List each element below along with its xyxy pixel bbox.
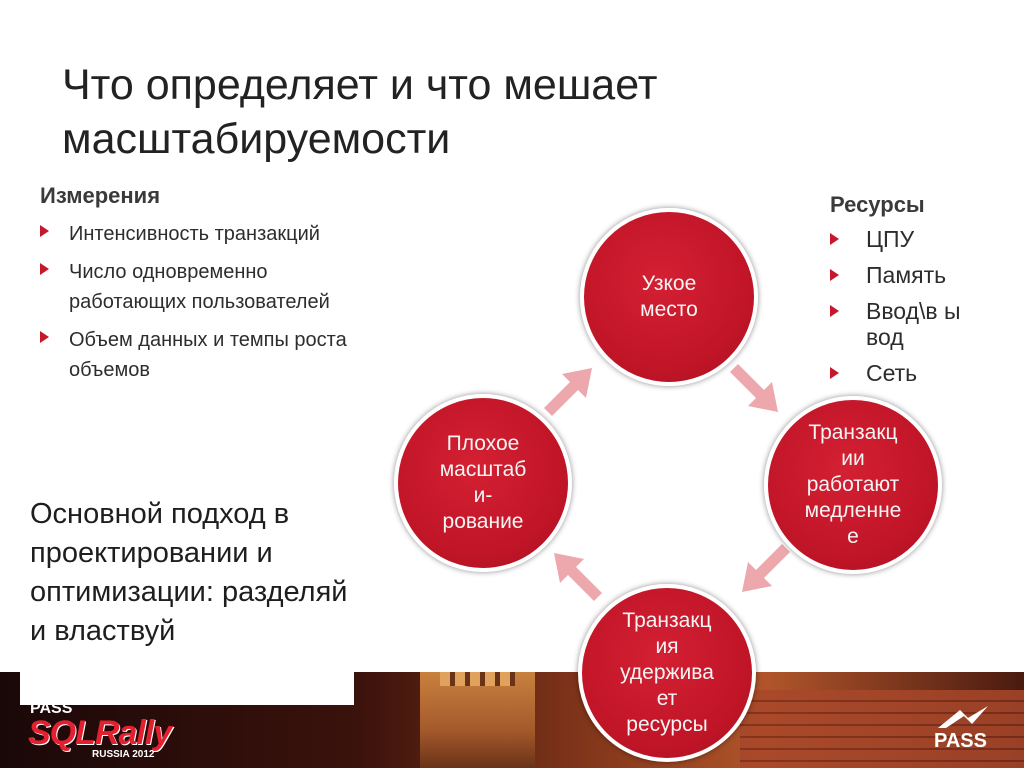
bullet-triangle-icon: [40, 225, 49, 237]
list-item: Интенсивность транзакций: [40, 219, 350, 249]
pass-mark-icon: [938, 706, 988, 728]
resources-heading: Ресурсы: [830, 192, 925, 217]
sqlrally-logo: SQLRally: [28, 714, 172, 752]
arrow-bottom-to-left-icon: [546, 545, 606, 605]
list-item: Память: [830, 262, 1010, 288]
arrow-top-to-right-icon: [726, 360, 786, 420]
approach-box: [20, 495, 354, 705]
arrow-right-to-bottom-icon: [734, 540, 794, 600]
kremlin-tower-image: [420, 672, 535, 768]
cycle-node-label: Узкое место: [640, 272, 698, 321]
tower-battlements: [440, 672, 515, 686]
cycle-node-label: Транзакц ия удержива ет ресурсы: [620, 609, 714, 736]
list-item: ЦПУ: [830, 226, 1010, 252]
pass-small-logo: PASS: [30, 700, 73, 717]
kremlin-wall-image: [740, 690, 1024, 768]
arrow-left-to-top-icon: [540, 360, 600, 420]
cycle-node-bottleneck: [580, 208, 758, 386]
bullet-triangle-icon: [40, 263, 49, 275]
resources-section: [830, 192, 1010, 396]
measurements-section: [40, 183, 350, 393]
list-item: Объем данных и темпы роста объемов: [40, 325, 350, 385]
bullet-triangle-icon: [830, 233, 839, 245]
cycle-node-slow-transactions: [764, 396, 942, 574]
bullet-triangle-icon: [830, 305, 839, 317]
pass-logo: PASS: [934, 730, 987, 752]
list-item: Число одновременно работающих пользователей: [40, 257, 350, 317]
measurements-heading: Измерения: [40, 183, 161, 208]
cycle-node-holding-resources: [578, 584, 756, 762]
measurements-list: [40, 219, 350, 385]
cycle-node-label: Плохое масштаб и- рование: [439, 432, 527, 533]
edition-label: RUSSIA 2012: [92, 749, 155, 760]
bullet-triangle-icon: [40, 331, 49, 343]
approach-text: Основной подход в проектировании и оптимизации: разделяй и властвуй: [30, 498, 348, 647]
cycle-node-label: Транзакц ии работают медленне е: [804, 421, 902, 548]
bullet-triangle-icon: [830, 367, 839, 379]
bullet-triangle-icon: [830, 269, 839, 281]
list-item: Ввод\в ывод: [830, 298, 1010, 350]
list-item: Сеть: [830, 360, 1010, 386]
cycle-node-poor-scaling: [394, 394, 572, 572]
slide-title: Что определяет и что мешает масштабируемости: [62, 61, 658, 163]
resources-list: [830, 226, 1010, 386]
